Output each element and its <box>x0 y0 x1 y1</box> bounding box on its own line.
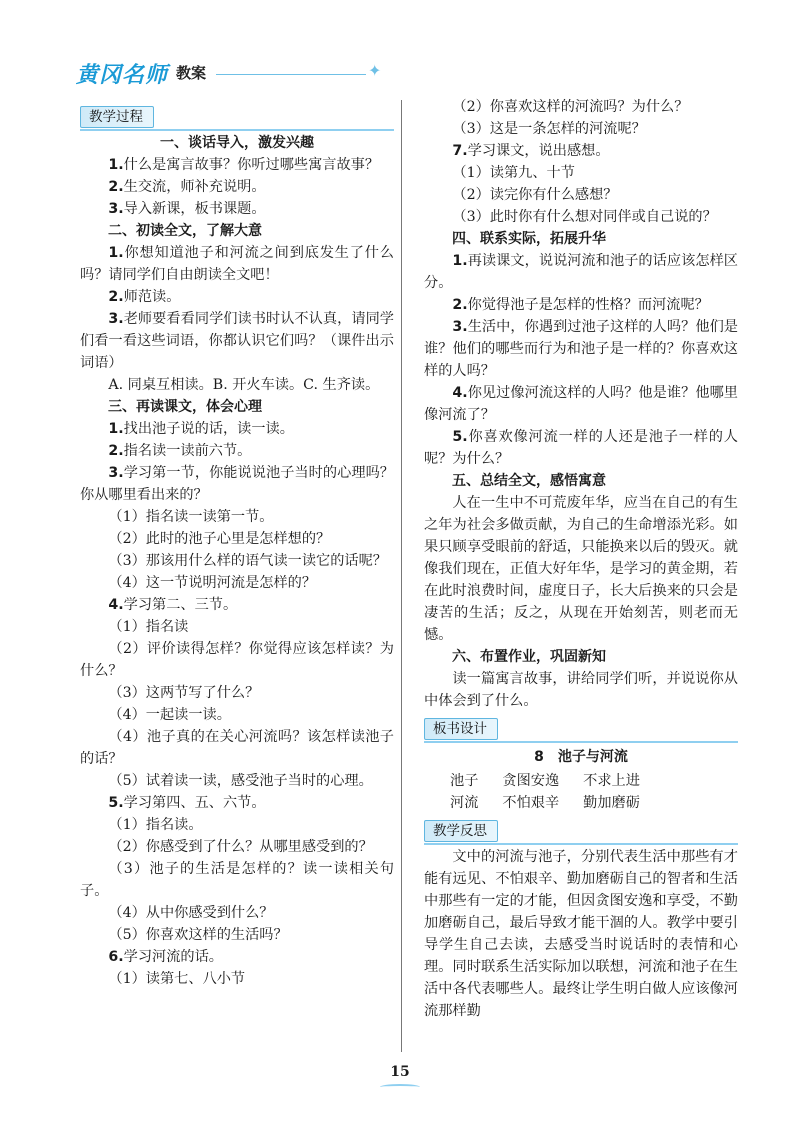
paragraph: 1.你想知道池子和河流之间到底发生了什么吗？请同学们自由朗读全文吧！ <box>80 245 394 283</box>
paragraph: 2.生交流，师补充说明。 <box>108 179 266 195</box>
header-rule <box>216 74 366 75</box>
list-item: （3）这是一条怎样的河流呢？ <box>452 121 646 137</box>
list-item: （1）指名读。 <box>108 817 203 833</box>
list-item: （3）那该用什么样的语气读一读它的话呢？ <box>108 553 387 569</box>
right-column <box>424 96 738 1022</box>
list-item: （2）此时的池子心里是怎样想的？ <box>108 531 331 547</box>
paragraph: 文中的河流与池子，分别代表生活中那些有才能有远见、不怕艰辛、勤加磨砺自己的智者和生活中那些有一定的才能，但因贪图安逸和享受，不勤加磨砺自己，最后导致才能干涸的人。教学中要引导学生自己去读，去感受当时说话时的表情和心理。同时联系生活实际加以联想，河流和池子在生活中各代表哪些人。最终让学生明白做人应该像河流那样勤 <box>424 849 738 1019</box>
list-item: （4）这一节说明河流是怎样的？ <box>108 575 317 591</box>
paragraph: 3.生活中，你遇到过池子这样的人吗？他们是谁？他们的哪些而行为和池子是一样的？你喜欢这样的人吗？ <box>424 319 738 379</box>
list-item: （2）你感受到了什么？从哪里感受到的？ <box>108 839 373 855</box>
paragraph: 1.再读课文，说说河流和池子的话应该怎样区分。 <box>424 253 738 291</box>
paragraph: 3.老师要看看同学们读书时认不认真，请同学们看一看这些词语，你都认识它们吗？（课件出示词语） <box>80 311 394 371</box>
paragraph: 1.找出池子说的话，读一读。 <box>108 421 294 437</box>
board-cell: 贪图安逸 <box>502 773 560 789</box>
left-column <box>80 104 394 990</box>
paragraph: 6.学习河流的话。 <box>108 949 223 965</box>
section-heading-3: 三、再读课文，体会心理 <box>108 399 262 415</box>
list-item: （3）此时你有什么想对同伴或自己说的？ <box>452 209 717 225</box>
list-item: （2）评价读得怎样？你觉得应该怎样读？为什么？ <box>80 641 394 679</box>
paragraph: 人在一生中不可荒废年华，应当在自己的有生之年为社会多做贡献，为自己的生命增添光彩。如果只顾享受眼前的舒适，只能换来以后的毁灭。就像我们现在，正值大好年华，是学习的黄金期，若在此时浪费时间，虚度日子，长大后换来的只会是凄苦的生活；反之，从现在开始刻苦，则老而无憾。 <box>424 495 738 643</box>
paragraph: A. 同桌互相读。B. 开火车读。C. 生齐读。 <box>108 377 380 393</box>
page-number-ornament <box>380 1084 420 1090</box>
paragraph: 5.学习第四、五、六节。 <box>108 795 266 811</box>
column-divider <box>401 100 402 1052</box>
section-tag-process <box>80 104 394 132</box>
brand-logo-text: 黄冈名师 <box>76 63 169 88</box>
paragraph: 2.指名读一读前六节。 <box>108 443 252 459</box>
list-item: （3）这两节写了什么？ <box>108 685 260 701</box>
paragraph: 1.什么是寓言故事？你听过哪些寓言故事？ <box>108 157 380 173</box>
section-heading-2: 二、初读全文，了解大意 <box>108 223 262 239</box>
list-item: （5）你喜欢这样的生活吗？ <box>108 927 288 943</box>
paragraph: 4.学习第二、三节。 <box>108 597 238 613</box>
board-cell: 河流 <box>450 795 479 811</box>
board-row-river <box>424 792 738 814</box>
paragraph: 3.导入新课，板书课题。 <box>108 201 266 217</box>
paragraph: 读一篇寓言故事，讲给同学们听，并说说你从中体会到了什么。 <box>424 671 738 709</box>
board-row-pond <box>424 770 738 792</box>
paragraph: 7.学习课文，说出感想。 <box>452 143 610 159</box>
list-item: （4）从中你感受到什么？ <box>108 905 274 921</box>
list-item: （1）读第九、十节 <box>452 165 575 181</box>
list-item: （5）试着读一读，感受池子当时的心理。 <box>108 773 373 789</box>
section-heading-4: 四、联系实际，拓展升华 <box>452 231 606 247</box>
board-title: 8 池子与河流 <box>534 749 628 765</box>
tag-label: 教学反思 <box>424 820 498 842</box>
section-tag-reflect <box>424 818 738 846</box>
board-cell: 不怕艰辛 <box>502 795 560 811</box>
brand-subtitle: 教案 <box>176 64 207 82</box>
paragraph: 5.你喜欢像河流一样的人还是池子一样的人呢？为什么？ <box>424 429 738 467</box>
paragraph: 2.师范读。 <box>108 289 181 305</box>
paragraph: 3.学习第一节，你能说说池子当时的心理吗？你从哪里看出来的？ <box>80 465 394 503</box>
list-item: （4）一起读一读。 <box>108 707 231 723</box>
list-item: （2）你喜欢这样的河流吗？为什么？ <box>452 99 689 115</box>
list-item: （3）池子的生活是怎样的？读一读相关句子。 <box>80 861 394 899</box>
list-item: （4）池子真的在关心河流吗？该怎样读池子的话？ <box>80 729 394 767</box>
list-item: （1）指名读 <box>108 619 189 635</box>
tag-label: 板书设计 <box>424 718 498 740</box>
list-item: （2）读完你有什么感想？ <box>452 187 618 203</box>
list-item: （1）指名读一读第一节。 <box>108 509 274 525</box>
section-heading-1: 一、谈话导入，激发兴趣 <box>160 135 314 151</box>
sparkle-icon: ✦ <box>368 61 382 80</box>
tag-label: 教学过程 <box>80 106 154 128</box>
page-header <box>76 58 382 88</box>
paragraph: 2.你觉得池子是怎样的性格？而河流呢？ <box>452 297 709 313</box>
section-heading-5: 五、总结全文，感悟寓意 <box>452 473 606 489</box>
page-number: 15 <box>390 1064 410 1080</box>
section-tag-board <box>424 716 738 744</box>
section-heading-6: 六、布置作业，巩固新知 <box>452 649 606 665</box>
board-cell: 不求上进 <box>583 773 640 789</box>
list-item: （1）读第七、八小节 <box>108 971 246 987</box>
board-cell: 勤加磨砺 <box>583 795 640 811</box>
paragraph: 4.你见过像河流这样的人吗？他是谁？他哪里像河流了？ <box>424 385 738 423</box>
board-cell: 池子 <box>450 773 479 789</box>
